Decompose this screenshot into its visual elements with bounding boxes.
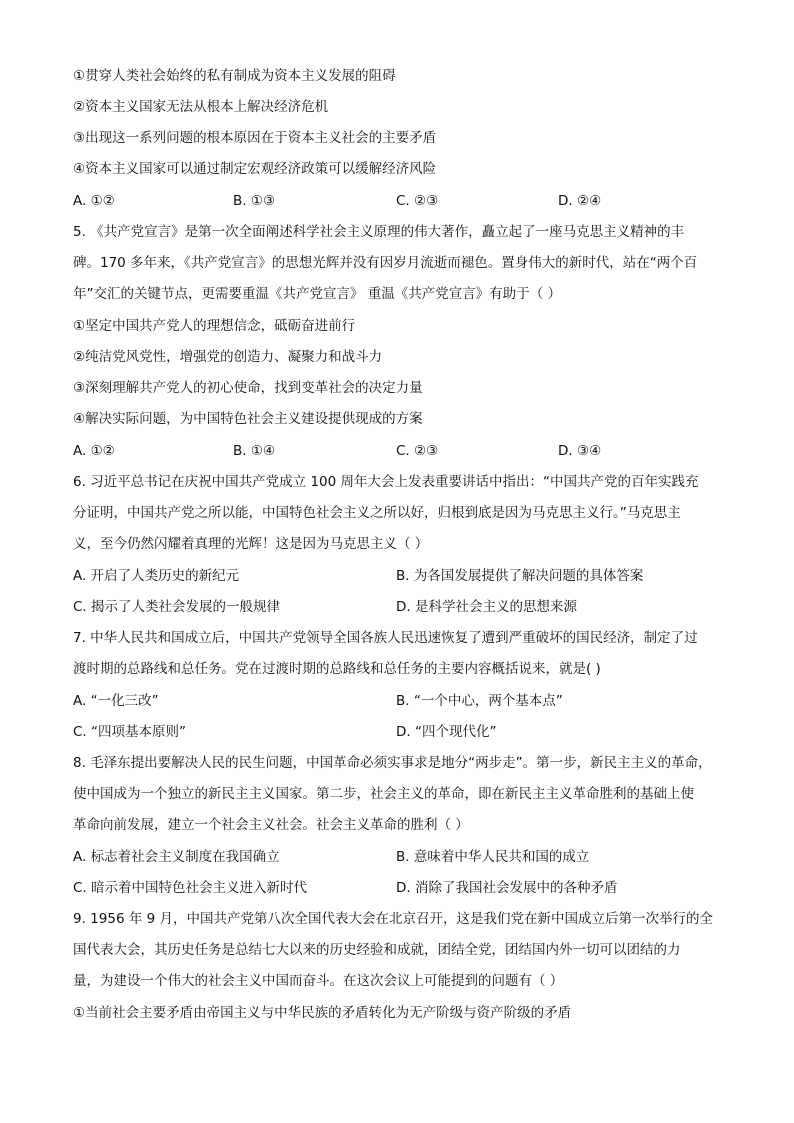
q5-stem-line-2: 碑。170 多年来，《共产党宣言》的思想光辉并没有因岁月流逝而褪色。置身伟大的新时代，站在“两个百 <box>73 255 698 271</box>
q5-statement-2: ②纯洁党风党性，增强党的创造力、凝聚力和战斗力 <box>73 349 383 365</box>
q6-stem-line-1: 6. 习近平总书记在庆祝中国共产党成立 100 周年大会上发表重要讲话中指出：“中国共产党的百年实践充 <box>73 474 699 490</box>
q5-statement-3: ③深刻理解共产党人的初心使命，找到变革社会的决定力量 <box>73 380 423 396</box>
q6-stem-line-2: 分证明，中国共产党之所以能，中国特色社会主义之所以好，归根到底是因为马克思主义行。”马克思主 <box>73 505 681 521</box>
q8-option-c: C. 暗示着中国特色社会主义进入新时代 <box>73 880 308 896</box>
q7-option-b: B. “一个中心，两个基本点” <box>396 693 563 709</box>
q9-stem-line-2: 国代表大会，其历史任务是总结七大以来的历史经验和成就，团结全党，团结国内外一切可以团结的力 <box>73 942 681 958</box>
q4-statement-2: ②资本主义国家无法从根本上解决经济危机 <box>73 99 329 115</box>
q5-option-b: B. ①④ <box>233 443 276 459</box>
q9-statement-1: ①当前社会主要矛盾由帝国主义与中华民族的矛盾转化为无产阶级与资产阶级的矛盾 <box>73 1005 572 1021</box>
q5-stem-line-1: 5. 《共产党宣言》是第一次全面阐述科学社会主义原理的伟大著作，矗立起了一座马克思主义精神的丰 <box>73 224 685 240</box>
q4-statement-3: ③出现这一系列问题的根本原因在于资本主义社会的主要矛盾 <box>73 130 437 146</box>
q5-statement-1: ①坚定中国共产党人的理想信念，砥砺奋进前行 <box>73 318 356 334</box>
q4-option-c: C. ②③ <box>396 193 439 209</box>
q7-option-c: C. “四项基本原则” <box>73 724 186 740</box>
q8-stem-line-2: 使中国成为一个独立的新民主主义国家。第二步，社会主义的革命，即在新民主主义革命胜利的基础上使 <box>73 786 694 802</box>
q4-option-d: D. ②④ <box>558 193 602 209</box>
q4-option-b: B. ①③ <box>233 193 276 209</box>
q8-option-b: B. 意味着中华人民共和国的成立 <box>396 849 590 865</box>
q6-option-b: B. 为各国发展提供了解决问题的具体答案 <box>396 568 644 584</box>
q8-stem-line-3: 革命向前发展，建立一个社会主义社会。社会主义革命的胜利（ ） <box>73 817 469 833</box>
q7-stem-line-1: 7. 中华人民共和国成立后，中国共产党领导全国各族人民迅速恢复了遭到严重破坏的国民经济，制定了过 <box>73 630 698 646</box>
q4-option-a: A. ①② <box>73 193 115 209</box>
q6-stem-line-3: 义，至今仍然闪耀着真理的光辉！这是因为马克思主义（ ） <box>73 536 429 552</box>
q7-option-a: A. “一化三改” <box>73 693 159 709</box>
q8-stem-line-1: 8. 毛泽东提出要解决人民的民生问题，中国革命必须实事求是地分“两步走”。第一步，新民主主义的革命， <box>73 755 712 771</box>
q5-option-d: D. ③④ <box>558 443 602 459</box>
q6-option-a: A. 开启了人类历史的新纪元 <box>73 568 240 584</box>
q5-stem-line-3: 年”交汇的关键节点，更需要重温《共产党宣言》 重温《共产党宣言》有助于（ ） <box>73 286 562 302</box>
q9-stem-line-3: 量，为建设一个伟大的社会主义中国而奋斗。在这次会议上可能提到的问题有（ ） <box>73 973 564 989</box>
q6-option-c: C. 揭示了人类社会发展的一般规律 <box>73 599 281 615</box>
q8-option-d: D. 消除了我国社会发展中的各种矛盾 <box>396 880 618 896</box>
q4-statement-1: ①贯穿人类社会始终的私有制成为资本主义发展的阻碍 <box>73 68 396 84</box>
q5-option-a: A. ①② <box>73 443 115 459</box>
q7-stem-line-2: 渡时期的总路线和总任务。党在过渡时期的总路线和总任务的主要内容概括说来，就是( ) <box>73 661 601 677</box>
q4-statement-4: ④资本主义国家可以通过制定宏观经济政策可以缓解经济风险 <box>73 161 437 177</box>
q7-option-d: D. “四个现代化” <box>396 724 497 740</box>
q5-option-c: C. ②③ <box>396 443 439 459</box>
q6-option-d: D. 是科学社会主义的思想来源 <box>396 599 577 615</box>
q5-statement-4: ④解决实际问题，为中国特色社会主义建设提供现成的方案 <box>73 411 423 427</box>
q9-stem-line-1: 9. 1956 年 9 月，中国共产党第八次全国代表大会在北京召开，这是我们党在新中国成立后第一次举行的全 <box>73 911 713 927</box>
q8-option-a: A. 标志着社会主义制度在我国确立 <box>73 849 280 865</box>
